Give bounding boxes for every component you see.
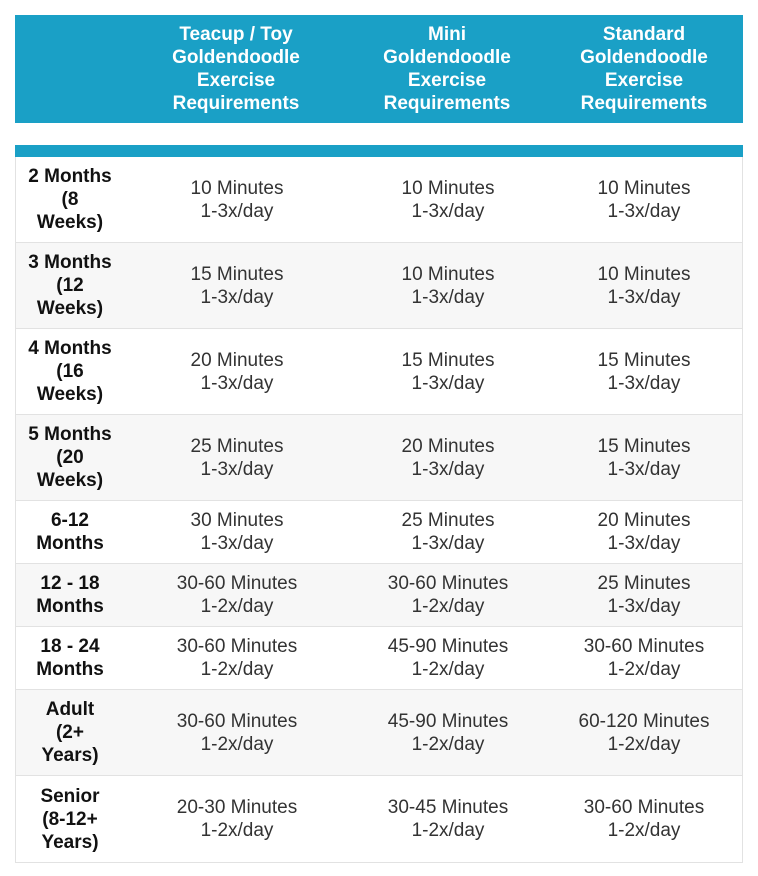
duration-text: 10 Minutes [597,263,691,285]
table-header [15,15,743,123]
age-label-line: 12 - 18 [40,573,100,594]
age-label-line: 5 Months [28,424,112,445]
frequency-text: 1-2x/day [411,733,485,755]
frequency-text: 1-2x/day [200,733,274,755]
teacup-toy-cell [124,329,350,414]
age-label-line: 18 - 24 [40,636,100,657]
standard-cell [546,329,742,414]
frequency-text: 1-3x/day [200,286,274,308]
frequency-text: 1-2x/day [200,596,274,617]
mini-cell [350,157,546,242]
age-cell [16,157,124,242]
duration-text: 30-60 Minutes [583,797,705,818]
frequency-text: 1-3x/day [411,533,485,554]
standard-cell [546,415,742,500]
frequency-text: 1-3x/day [607,596,681,617]
duration-text: 20-30 Minutes [176,797,298,818]
duration-text: 30-60 Minutes [387,573,509,594]
age-label-line: Weeks) [36,298,104,319]
frequency-text: 1-2x/day [411,659,485,680]
frequency-text: 1-2x/day [411,596,485,617]
frequency-text: 1-2x/day [607,659,681,680]
duration-text: 25 Minutes [190,435,284,457]
frequency-text: 1-3x/day [200,533,274,554]
duration-text: 10 Minutes [597,177,691,199]
header-line: Goldendoodle [580,47,708,68]
header-cell-age [15,15,123,123]
duration-text: 25 Minutes [597,573,691,594]
frequency-text: 1-3x/day [200,200,274,222]
frequency-text: 1-3x/day [607,533,681,554]
table-row [16,776,742,862]
frequency-text: 1-2x/day [607,820,681,841]
teacup-toy-cell [124,501,350,563]
frequency-text: 1-3x/day [607,458,681,480]
frequency-text: 1-3x/day [607,372,681,394]
header-cell-mini [349,15,545,123]
duration-text: 20 Minutes [597,510,691,531]
header-line: Goldendoodle [172,47,300,68]
mini-cell [350,501,546,563]
age-cell [16,690,124,775]
duration-text: 30-60 Minutes [176,636,298,657]
header-line: Requirements [172,93,300,114]
duration-text: 30-60 Minutes [583,636,705,657]
header-line: Requirements [580,93,708,114]
age-label-line: Months [36,659,104,680]
table-row [16,243,742,329]
frequency-text: 1-2x/day [411,820,485,841]
header-line: Requirements [383,93,511,114]
duration-text: 30-60 Minutes [176,710,298,732]
age-label-line: 2 Months [28,166,112,187]
age-label-line: (12 [56,275,84,296]
table-row [16,415,742,501]
age-label-line: Months [36,596,104,617]
duration-text: 60-120 Minutes [578,710,710,732]
age-label-line: Weeks) [36,470,104,491]
duration-text: 30-60 Minutes [176,573,298,594]
age-cell [16,564,124,626]
age-label-line: (8-12+ [42,808,98,830]
age-cell [16,501,124,563]
table-row [16,501,742,564]
standard-cell [546,690,742,775]
frequency-text: 1-3x/day [200,458,274,480]
age-label-line: (16 [56,361,84,382]
duration-text: 25 Minutes [401,510,495,531]
duration-text: 45-90 Minutes [387,636,509,657]
duration-text: 20 Minutes [190,349,284,371]
duration-text: 15 Minutes [597,435,691,457]
mini-cell [350,690,546,775]
mini-cell [350,564,546,626]
teacup-toy-cell [124,564,350,626]
header-line: Exercise [407,70,487,91]
table-row [16,690,742,776]
age-label-line: Months [36,533,104,554]
header-line: Exercise [196,70,276,91]
age-label-line: 4 Months [28,338,112,359]
duration-text: 45-90 Minutes [387,710,509,732]
table-row [16,329,742,415]
frequency-text: 1-3x/day [607,286,681,308]
age-label-line: Weeks) [36,212,104,233]
table-row [16,627,742,690]
header-line: Exercise [604,70,684,91]
age-cell [16,415,124,500]
age-cell [16,329,124,414]
age-label-line: Adult [45,699,95,720]
age-label-line: 3 Months [28,252,112,273]
age-cell [16,243,124,328]
standard-cell [546,627,742,689]
age-label-line: Years) [41,745,99,766]
mini-cell [350,243,546,328]
header-line: Goldendoodle [383,47,511,68]
standard-cell [546,501,742,563]
standard-cell [546,776,742,862]
teacup-toy-cell [124,243,350,328]
duration-text: 15 Minutes [597,349,691,371]
age-label-line: 6-12 [50,510,89,531]
table-row [16,157,742,243]
teacup-toy-cell [124,157,350,242]
header-cell-standard [545,15,743,123]
duration-text: 20 Minutes [401,435,495,457]
mini-cell [350,776,546,862]
frequency-text: 1-3x/day [411,372,485,394]
mini-cell [350,627,546,689]
teacup-toy-cell [124,776,350,862]
age-label-line: Years) [41,831,99,853]
mini-cell [350,329,546,414]
header-line: Standard [602,24,686,45]
frequency-text: 1-2x/day [200,820,274,841]
frequency-text: 1-3x/day [411,458,485,480]
age-label-line: Weeks) [36,384,104,405]
mini-cell [350,415,546,500]
frequency-text: 1-2x/day [607,733,681,755]
duration-text: 10 Minutes [190,177,284,199]
header-line: Teacup / Toy [179,24,293,45]
teacup-toy-cell [124,415,350,500]
standard-cell [546,564,742,626]
header-line: Mini [428,24,466,45]
frequency-text: 1-3x/day [200,372,274,394]
duration-text: 10 Minutes [401,263,495,285]
frequency-text: 1-3x/day [607,200,681,222]
frequency-text: 1-3x/day [411,286,485,308]
teacup-toy-cell [124,627,350,689]
age-cell [16,627,124,689]
standard-cell [546,157,742,242]
duration-text: 30 Minutes [190,510,284,531]
standard-cell [546,243,742,328]
table-body [15,157,743,863]
age-label-line: (2+ [55,722,84,743]
teacup-toy-cell [124,690,350,775]
age-label-line: (20 [56,447,84,468]
age-label-line: Senior [40,785,100,807]
table-row [16,564,742,627]
duration-text: 10 Minutes [401,177,495,199]
frequency-text: 1-3x/day [411,200,485,222]
frequency-text: 1-2x/day [200,659,274,680]
table-divider-bar [15,145,743,157]
duration-text: 30-45 Minutes [387,797,509,818]
age-label-line: (8 [61,189,79,210]
age-cell [16,776,124,862]
duration-text: 15 Minutes [190,263,284,285]
header-cell-teacup-toy [123,15,349,123]
duration-text: 15 Minutes [401,349,495,371]
